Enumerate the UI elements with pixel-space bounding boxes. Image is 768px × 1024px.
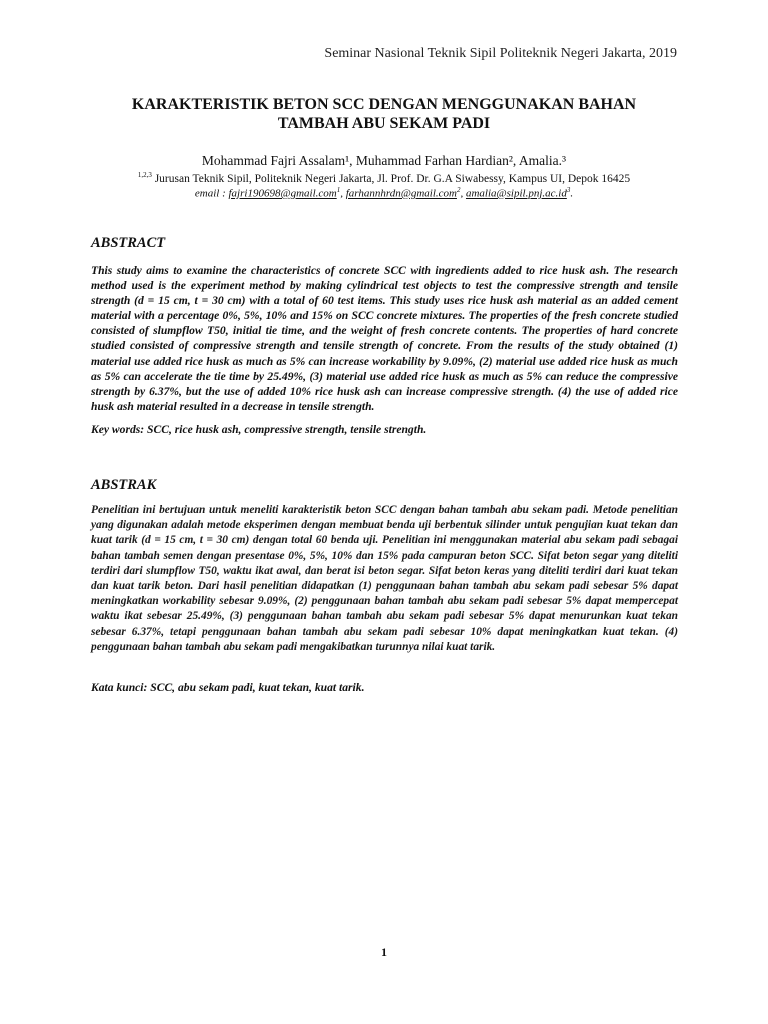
abstrak-keywords: Kata kunci: SCC, abu sekam padi, kuat tekan, kuat tarik. xyxy=(91,681,365,694)
title-line-1: KARAKTERISTIK BETON SCC DENGAN MENGGUNAKAN BAHAN xyxy=(131,96,637,113)
email-end: . xyxy=(570,187,574,200)
abstrak-body: Penelitian ini bertujuan untuk meneliti karakteristik beton SCC dengan bahan tambah abu sekam padi. Metode penelitian yang digunakan adalah metode eksperimen dengan membuat benda uji berbentuk silinder untuk pengujian kuat tekan dan kuat tarik (d = 15 cm, t = 30 cm) dengan total 60 benda uji. Penelitian ini menggunakan material abu sekam padi sebagai bahan tambah semen dengan presentase 0%, 5%, 10% dan 15% pada campuran beton SCC. Sifat beton segar yang diteliti terdiri dari slumpflow T50, waktu ikat awal, dan berat isi beton segar. Sifat beton keras yang diteliti terdiri dari kuat tekan dan kuat tarik beton. Dari hasil penelitian didapatkan (1) penggunaan bahan tambah abu sekam padi sebesar 5% dapat meningkatkan workability sebesar 9.09%, (2) penggunaan bahan tambah abu sekam padi sebesar 5% dapat mempercepat waktu ikat sebesar 25.49%, (3) penggunaan bahan tambah abu sekam padi sebesar 5% dapat menurunkan kuat tekan sebesar 6.37%, tetapi penggunaan bahan tambah abu sekam padi sebesar 10% dapat meningkatkan kuat tekan. (4) penggunaan bahan tambah abu sekam padi mengakibatkan turunnya nilai kuat tarik. xyxy=(91,504,678,653)
running-head: Seminar Nasional Teknik Sipil Politeknik Negeri Jakarta, 2019 xyxy=(324,46,677,61)
email-link-1[interactable]: fajri190698@gmail.com xyxy=(228,187,337,200)
email-label: email : xyxy=(194,187,229,200)
email-sup-1: 1 xyxy=(336,186,341,194)
affiliation xyxy=(90,171,678,185)
email-link-3[interactable]: amalia@sipil.pnj.ac.id xyxy=(465,187,567,200)
email-link-2[interactable]: farhannhrdn@gmail.com xyxy=(345,187,457,200)
email-line xyxy=(90,186,678,200)
email-sup-3: 3 xyxy=(566,186,571,194)
abstract-keywords: Key words: SCC, rice husk ash, compressive strength, tensile strength. xyxy=(91,423,427,436)
email-separator-1: , xyxy=(340,187,346,200)
abstrak-heading: ABSTRAK xyxy=(91,477,157,493)
paper-title xyxy=(90,95,678,133)
title-line-2: TAMBAH ABU SEKAM PADI xyxy=(277,115,491,132)
page-number: 1 xyxy=(381,945,387,959)
author-list: Mohammad Fajri Assalam¹, Muhammad Farhan Hardian², Amalia.³ xyxy=(201,153,567,168)
affiliation-superscript: 1,2,3 xyxy=(137,171,152,179)
abstract-heading: ABSTRACT xyxy=(91,235,166,251)
abstract-body: This study aims to examine the characteristics of concrete SCC with ingredients added to rice husk ash. The research method used is the experiment method by making cylindrical test objects to test the compressive strength and tensile strength (d = 15 cm, t = 30 cm) with a total of 60 test items. This study uses rice husk ash material as an added cement material with a percentage 0%, 5%, 10% and 15% on SCC concrete mixtures. The properties of the fresh concrete studied consisted of slumpflow T50, initial tie time, and the weight of fresh concrete contents. The properties of hard concrete studied consisted of compressive strength and tensile strength of concrete. From the results of the study obtained (1) material use added rice husk as much as 5% can increase workability by 9.09%, (2) material use added rice husk as much as 5% can accelerate the tie time by 25.49%, (3) material use added rice husk as much as 5% can reduce the compressive strength by 6.37%, but the use of added 10% rice husk ash can increase compressive strength. (4) the use of added rice husk ash material resulted in a decrease in tensile strength. xyxy=(91,264,678,413)
email-sup-2: 2 xyxy=(456,186,461,194)
affiliation-text: Jurusan Teknik Sipil, Politeknik Negeri Jakarta, Jl. Prof. Dr. G.A Siwabessy, Kampus UI, Depok 16425 xyxy=(151,172,631,185)
email-separator-2: , xyxy=(460,187,466,200)
